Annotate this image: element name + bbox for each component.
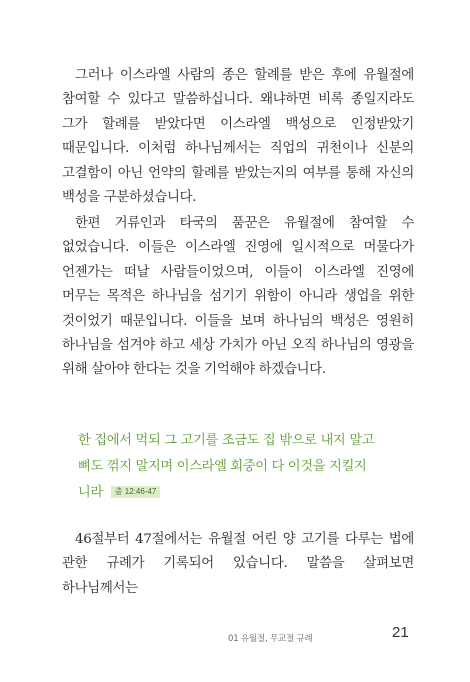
quote-line-1: 한 집에서 먹되 그 고기를 조금도 집 밖으로 내지 말고 — [78, 433, 375, 448]
paragraph-lamb-rules: 46절부터 47절에서는 유월절 어린 양 고기를 다루는 법에 관한 규례가 기록되어 있습니다. 말씀을 살펴보면 하나님께서는 — [62, 532, 414, 596]
paragraph-sojourners: 한편 거류인과 타국의 품꾼은 유월절에 참여할 수 없었습니다. 이들은 이스라엘 진영에 일시적으로 머물다가 언젠가는 떠날 사람들이었으며, 이들이 이스라엘 진영에 머무는 목적은 하나님을 섬기기 위함이 아니라 생업을 위한 것이었기 때문입니다. 이들을 보며 하나님의 백성은 영원히 하나님을 섬겨야 하고 세상 가치가 아닌 오직 하나님의 영광을 위해 살아야 한다는 것을 기억해야 하겠습니다. — [62, 216, 414, 378]
quote-line-3: 니라 — [78, 485, 103, 500]
footer-chapter-title: 01 유월절, 무교절 규례 — [228, 634, 313, 644]
quote-line-2: 뼈도 꺾지 말지며 이스라엘 회중이 다 이것을 지킬지 — [78, 459, 367, 474]
page-number: 21 — [392, 624, 409, 641]
paragraph-servant-circumcision: 그러나 이스라엘 사람의 종은 할례를 받은 후에 유월절에 참여할 수 있다고 말씀하십니다. 왜냐하면 비록 종일지라도 그가 할례를 받았다면 이스라엘 백성으로 인정받았기 때문입니다. 이처럼 하나님께서는 직업의 귀천이나 신분의 고결함이 아닌 언약의 할례를 받았는지의 여부를 통해 자신의 백성을 구분하셨습니다. — [62, 68, 414, 206]
scripture-reference-badge: 출 12:46-47 — [111, 486, 161, 498]
scripture-quote — [78, 428, 408, 506]
